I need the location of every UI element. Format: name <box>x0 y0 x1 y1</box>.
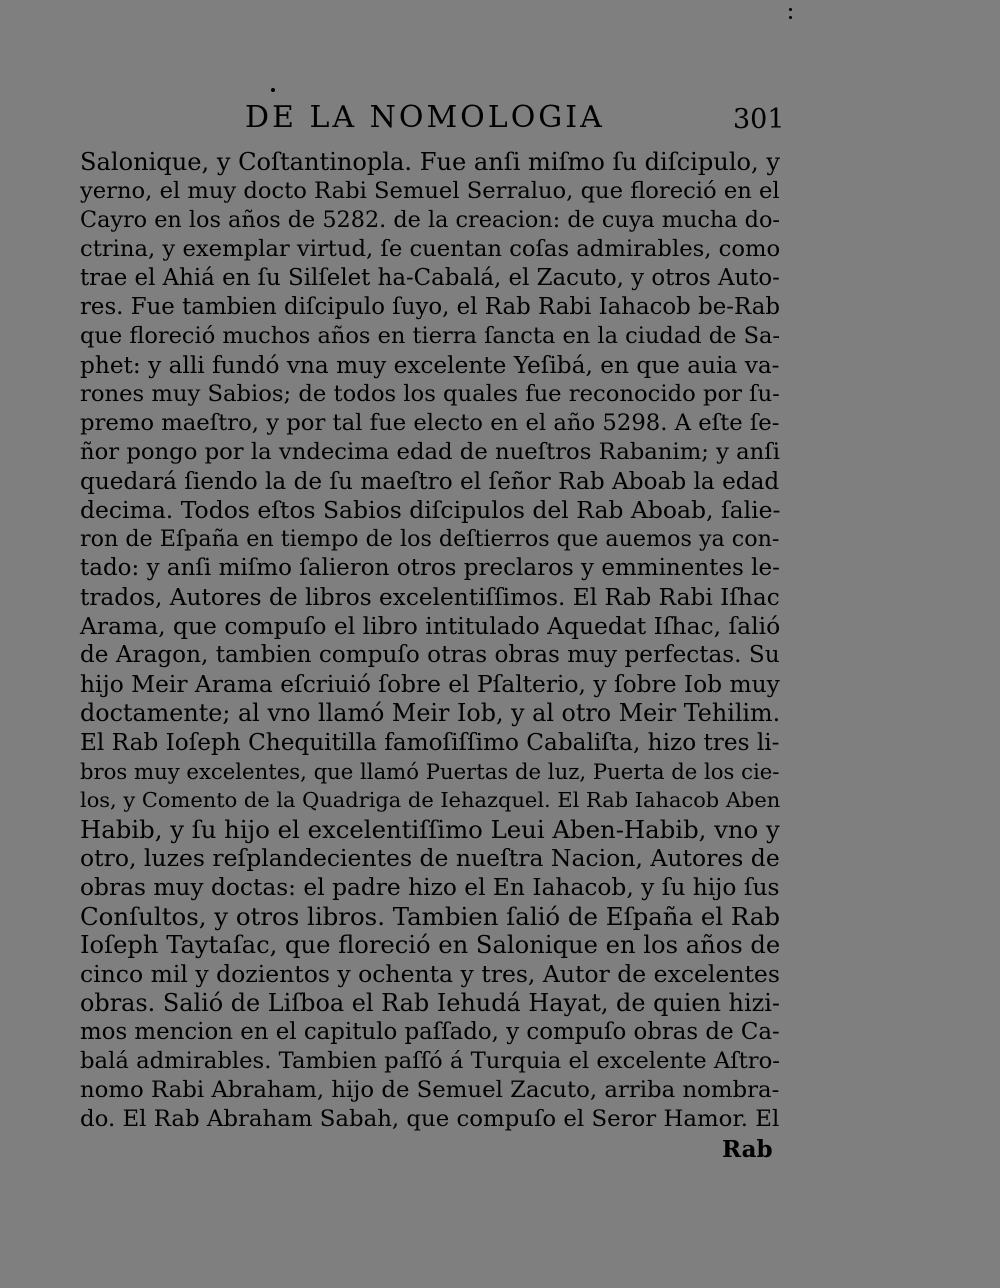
text-line: mos mencion en el capitulo paſſado, y compuſo obras de Ca- <box>80 1019 780 1045</box>
text-line: otro, luzes reſplandecientes de nueſtra Nacion, Autores de <box>80 844 780 872</box>
text-line: hijo Meir Arama eſcriuió ſobre el Pſalterio, y ſobre Iob muy <box>80 670 780 698</box>
text-line: decima. Todos eſtos Sabios diſcipulos del Rab Aboab, ſalie- <box>80 496 781 524</box>
text-line: que floreció muchos años en tierra ſancta en la ciudad de Sa- <box>80 323 781 349</box>
ink-speck <box>271 88 275 92</box>
text-line: Ioſeph Taytaſac, que floreció en Salonique en los años de <box>80 931 781 959</box>
text-line: Conſultos, y otros libros. Tambien ſalió de Eſpaña el Rab <box>80 902 781 931</box>
text-line: balá admirables. Tambien paſſó á Turquia el excelente Aſtro- <box>80 1048 780 1074</box>
text-line: obras muy doctas: el padre hizo el En Iahacob, y ſu hijo ſus <box>80 874 780 901</box>
text-line: phet: y alli fundó vna muy excelente Yeſibá, en que auia va- <box>80 352 780 379</box>
text-line: tado: y anſi miſmo ſalieron otros preclaros y emminentes le- <box>80 555 780 581</box>
text-line: Cayro en los años de 5282. de la creacion: de cuya mucha do- <box>80 207 780 233</box>
ink-speck <box>789 16 792 19</box>
text-line: Habib, y ſu hijo el excelentiſſimo Leui Aben-Habib, vno y <box>80 815 780 844</box>
text-line: res. Fue tambien diſcipulo ſuyo, el Rab Rabi Iahacob be-Rab <box>80 294 780 320</box>
text-line: cinco mil y dozientos y ochenta y tres, Autor de excelentes <box>80 960 780 988</box>
text-line: quedará ſiendo la de ſu maeſtro el ſeñor Rab Aboab la edad <box>80 468 780 495</box>
running-title: DE LA NOMOLOGIA <box>245 100 605 135</box>
text-line: yerno, el muy docto Rabi Semuel Serraluo, que floreció en el <box>80 178 780 204</box>
text-line: de Aragon, tambien compuſo otras obras muy perfectas. Su <box>80 642 780 668</box>
text-line: Arama, que compuſo el libro intitulado Aquedat Iſhac, ſalió <box>80 612 781 640</box>
text-line: bros muy excelentes, que llamó Puertas de luz, Puerta de los cie- <box>80 759 780 784</box>
page-number: 301 <box>733 104 785 135</box>
text-line: Salonique, y Coſtantinopla. Fue anſi miſmo ſu diſcipulo, y <box>80 148 780 176</box>
text-line: los, y Comento de la Quadriga de Iehazquel. El Rab Iahacob Aben <box>80 788 781 812</box>
body-text <box>80 148 780 1134</box>
text-line: doctamente; al vno llamó Meir Iob, y al otro Meir Tehilim. <box>80 699 781 727</box>
text-line: premo maeſtro, y por tal fue electo en el año 5298. A eſte ſe- <box>80 410 780 436</box>
text-line: obras. Salió de Liſboa el Rab Iehudá Hayat, de quien hizi- <box>80 989 780 1017</box>
text-line: rones muy Sabios; de todos los quales fue reconocido por ſu- <box>80 381 780 407</box>
text-line: El Rab Ioſeph Chequitilla famoſiſſimo Cabaliſta, hizo tres li- <box>80 729 780 756</box>
text-line: do. El Rab Abraham Sabah, que compuſo el Seror Hamor. El <box>80 1106 780 1132</box>
text-line: trados, Autores de libros excelentiſſimos. El Rab Rabi Iſhac <box>80 584 780 611</box>
text-line: nomo Rabi Abraham, hijo de Semuel Zacuto, arriba nombra- <box>80 1077 780 1103</box>
text-line: ñor pongo por la vndecima edad de nueſtros Rabanim; y anſi <box>80 439 780 465</box>
ink-speck <box>789 8 792 11</box>
text-line: ron de Eſpaña en tiempo de los deſtierros que auemos ya con- <box>80 526 780 552</box>
text-line: ctrina, y exemplar virtud, ſe cuentan coſas admirables, como <box>80 236 781 262</box>
catchword: Rab <box>722 1136 773 1163</box>
text-line: trae el Ahiá en ſu Silſelet ha-Cabalá, el Zacuto, y otros Auto- <box>80 265 780 291</box>
